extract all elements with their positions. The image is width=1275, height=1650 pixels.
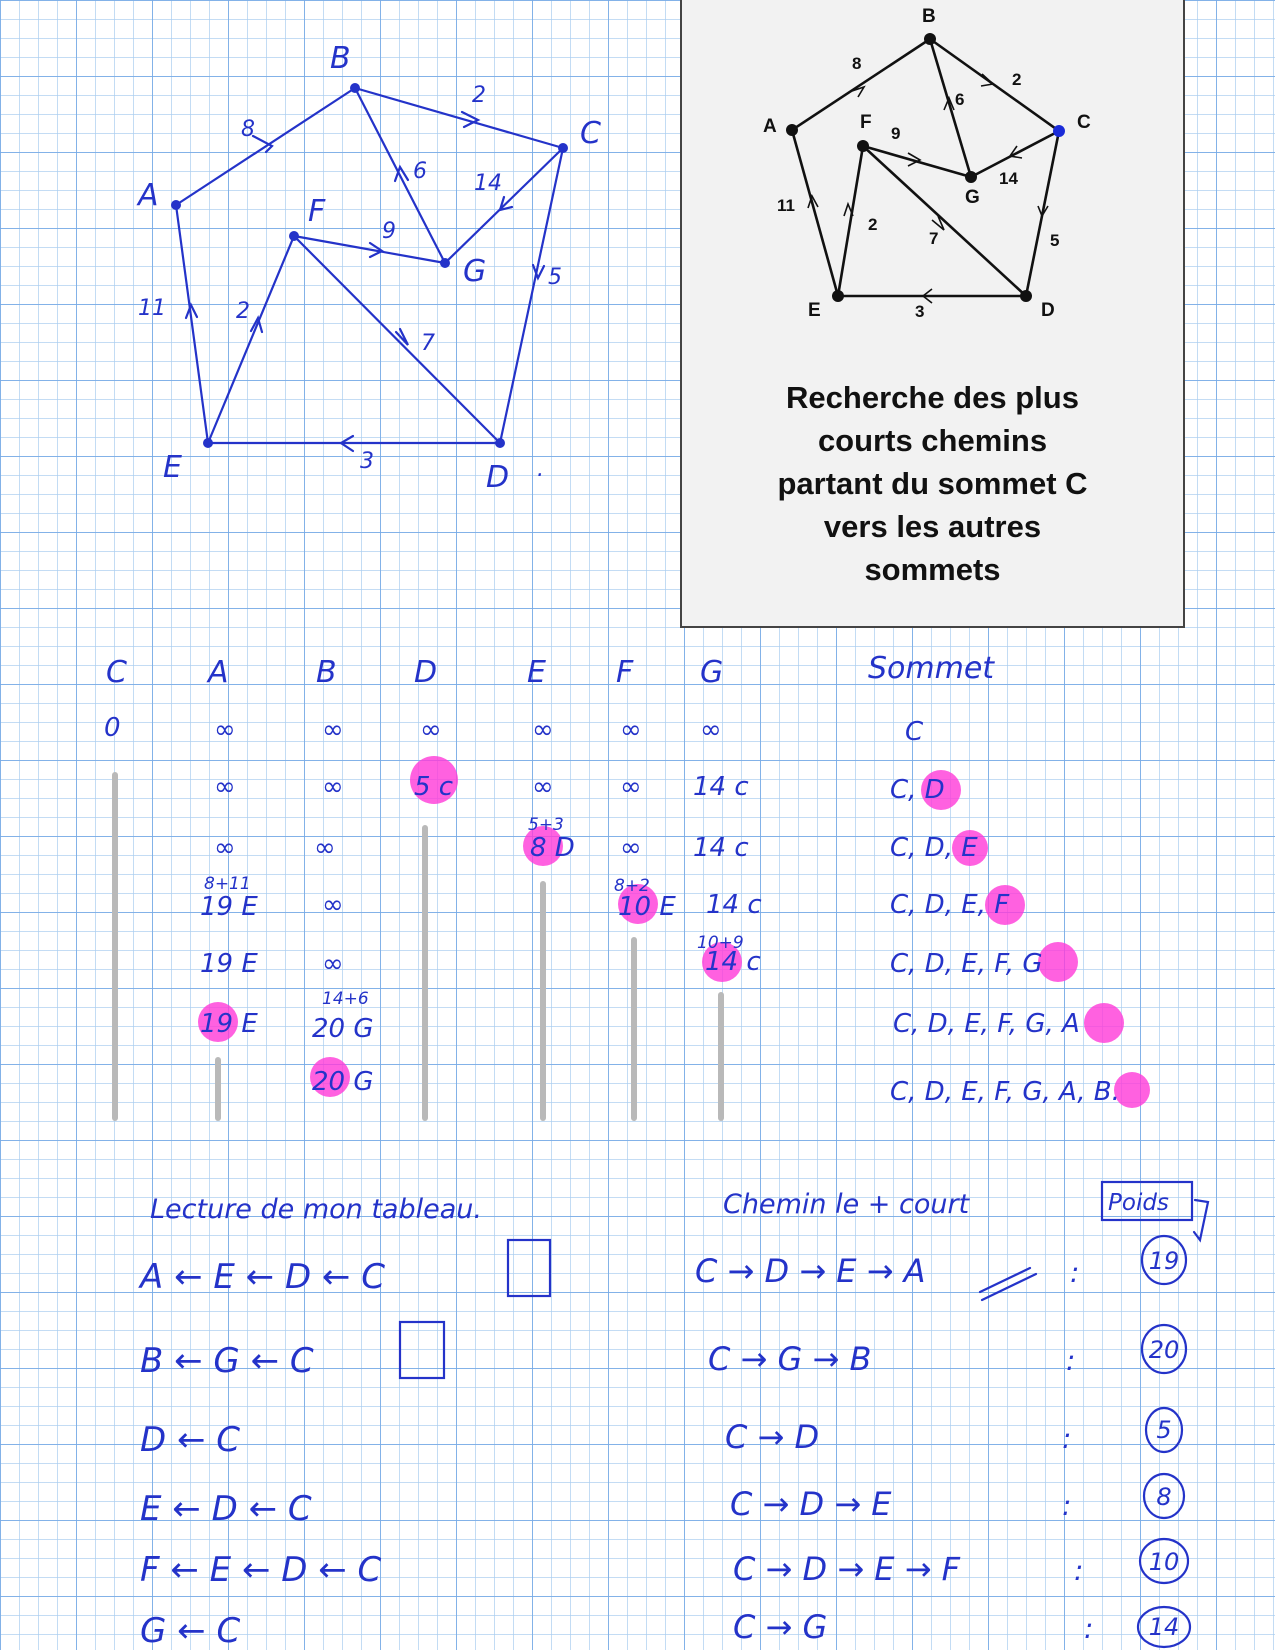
p-label-e: E	[808, 300, 821, 321]
p-label-g: G	[965, 187, 980, 208]
header-b: B	[316, 655, 337, 690]
colon: :	[1062, 1489, 1072, 1522]
colon: :	[1070, 1256, 1080, 1289]
poids-arrow	[1194, 1200, 1208, 1240]
p-weight-ef: 2	[868, 215, 878, 234]
cell: ∞	[214, 772, 236, 802]
boxed-c	[400, 1322, 444, 1378]
chemin-path: C → D → E → A	[695, 1252, 926, 1290]
lecture-row: E ← D ← C	[140, 1489, 312, 1529]
cell: ∞	[532, 772, 554, 802]
lecture-row: G ← C	[140, 1611, 241, 1650]
colon: :	[1062, 1422, 1072, 1455]
cell: ∞	[620, 772, 642, 802]
cell: ∞	[214, 833, 236, 863]
chemin-title: Chemin le + court	[723, 1189, 970, 1220]
cell: 0	[104, 713, 121, 743]
header-a: A	[208, 655, 229, 690]
caption-line: Recherche des plus	[786, 380, 1079, 415]
sommet-cell: C, D	[890, 775, 945, 805]
colon: :	[1066, 1344, 1076, 1377]
cell: 20 G	[312, 1067, 374, 1097]
weight-fd: 7	[421, 331, 435, 356]
cell: ∞	[314, 833, 336, 863]
label-a: A	[138, 178, 159, 213]
lecture-row: B ← G ← C	[140, 1341, 314, 1381]
header-d: D	[414, 655, 438, 690]
weight-value: 8	[1156, 1483, 1172, 1511]
sommet-cell: C	[905, 717, 924, 747]
dot-mark: .	[537, 457, 544, 482]
weight-cd: 5	[548, 265, 562, 290]
chemin-path: C → D → E → F	[733, 1550, 961, 1588]
poids-label: Poids	[1108, 1190, 1169, 1216]
cell: ∞	[620, 715, 642, 745]
label-c: C	[580, 116, 601, 151]
sommet-cell: C, D, E, F, G, A	[893, 1009, 1080, 1039]
cell: 10 E	[618, 892, 676, 922]
header-e: E	[527, 655, 546, 690]
cell: 19 E	[200, 892, 258, 922]
cell: ∞	[322, 715, 344, 745]
cell: 14 c	[706, 890, 762, 920]
header-g: G	[700, 655, 724, 690]
header-f: F	[616, 655, 634, 690]
cell: ∞	[700, 715, 722, 745]
caption-line: courts chemins	[817, 423, 1048, 458]
p-label-a: A	[763, 116, 777, 137]
weight-value: 19	[1148, 1247, 1180, 1275]
sommet-cell: C, D, E	[890, 833, 978, 863]
cell: ∞	[620, 833, 642, 863]
label-b: B	[330, 41, 351, 76]
label-d: D	[486, 460, 510, 495]
p-weight-fd: 7	[929, 229, 939, 248]
cell: ∞	[322, 949, 344, 979]
lecture-row: A ← E ← D ← C	[140, 1257, 385, 1297]
cell: ∞	[322, 772, 344, 802]
sum-note: 14+6	[322, 989, 369, 1009]
chemin-path: C → G → B	[708, 1340, 872, 1378]
weight-cg: 14	[474, 171, 502, 196]
weight-fg: 9	[382, 219, 396, 244]
chemin-path: C → D	[725, 1418, 820, 1456]
label-f: F	[308, 194, 326, 229]
caption-line: sommets	[864, 552, 1001, 587]
cell: 14 c	[705, 947, 761, 977]
p-label-f: F	[860, 112, 872, 133]
p-weight-cd: 5	[1050, 231, 1060, 250]
sommet-cell: C, D, E, F	[890, 890, 1010, 920]
chemin-path: C → G	[733, 1608, 828, 1646]
lecture-row: F ← E ← D ← C	[140, 1550, 382, 1590]
lecture-row: D ← C	[140, 1420, 241, 1460]
p-weight-fg: 9	[891, 124, 901, 143]
p-weight-ab: 8	[852, 54, 862, 73]
caption-line: vers les autres	[823, 509, 1042, 544]
label-e: E	[163, 450, 182, 485]
chemin-path: C → D → E	[730, 1485, 892, 1523]
weight-value: 10	[1148, 1548, 1180, 1576]
colon: :	[1074, 1554, 1084, 1587]
weight-ab: 8	[241, 117, 255, 142]
label-g: G	[463, 254, 487, 289]
cell: ∞	[420, 715, 442, 745]
weight-gb: 6	[413, 159, 427, 184]
cell: ∞	[532, 715, 554, 745]
header-c: C	[106, 655, 127, 690]
p-weight-bc: 2	[1012, 70, 1022, 89]
p-weight-gb: 6	[955, 90, 965, 109]
weight-ea: 11	[138, 296, 166, 321]
caption-line: partant du sommet C	[777, 466, 1088, 501]
sommet-cell: C, D, E, F, G	[890, 949, 1043, 979]
cell: 14 c	[693, 772, 749, 802]
cell: ∞	[322, 890, 344, 920]
sommet-cell: C, D, E, F, G, A, B.	[890, 1077, 1120, 1107]
boxed-c	[508, 1240, 550, 1296]
colon: :	[1084, 1612, 1094, 1645]
cell: 8 D	[530, 833, 575, 863]
weight-ef: 2	[236, 299, 250, 324]
weight-value: 20	[1148, 1336, 1180, 1364]
sum-note: 8+11	[204, 874, 251, 894]
lecture-title: Lecture de mon tableau.	[150, 1194, 482, 1225]
sum-note: 8+2	[614, 876, 650, 896]
cell: 20 G	[312, 1014, 374, 1044]
p-weight-ea: 11	[777, 196, 795, 215]
header-sommet: Sommet	[868, 651, 995, 686]
weight-value: 14	[1148, 1613, 1180, 1641]
cell: 14 c	[693, 833, 749, 863]
cell: 19 E	[200, 949, 258, 979]
sum-note: 10+9	[697, 933, 744, 953]
p-label-c: C	[1077, 112, 1091, 133]
p-label-b: B	[922, 6, 936, 27]
p-weight-cg: 14	[999, 169, 1018, 188]
p-label-d: D	[1041, 300, 1055, 321]
sum-note: 5+3	[528, 815, 564, 835]
p-weight-de: 3	[915, 302, 925, 321]
cell: 5 c	[414, 772, 454, 802]
cell: ∞	[214, 715, 236, 745]
weight-value: 5	[1156, 1416, 1172, 1444]
strike-mark	[980, 1268, 1036, 1300]
weight-bc: 2	[472, 83, 486, 108]
cell: 19 E	[200, 1009, 258, 1039]
weight-de: 3	[360, 449, 374, 474]
